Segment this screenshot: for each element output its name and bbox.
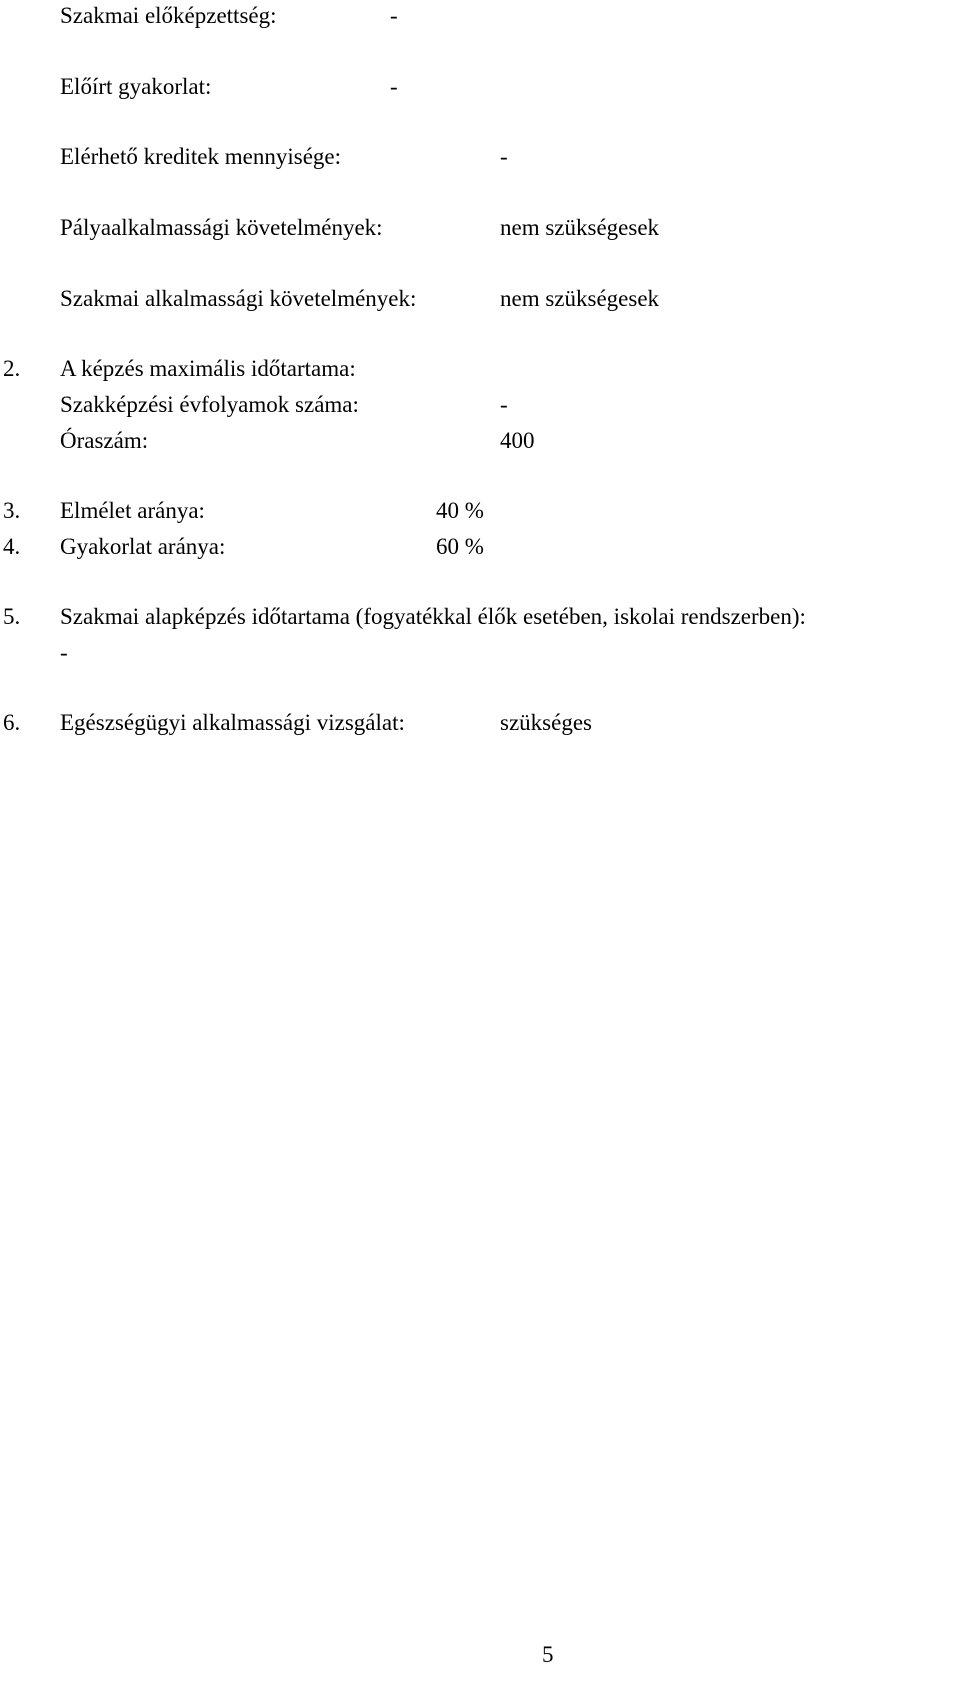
vocational-years-value: - [500,392,508,417]
item-6-value: szükséges [500,710,592,735]
required-practice-value: - [390,74,398,99]
vocational-years-label: Szakképzési évfolyamok száma: [60,392,359,417]
item-5-label: Szakmai alapképzés időtartama (fogyatékkal élők esetében, iskolai rendszerben): [60,604,806,629]
prerequisite-label: Szakmai előképzettség: [60,3,277,28]
item-4-number: 4. [3,534,21,559]
item-6-label: Egészségügyi alkalmassági vizsgálat: [60,710,405,735]
career-aptitude-label: Pályaalkalmassági követelmények: [60,215,383,240]
item-6-number: 6. [3,710,21,735]
item-5-value: - [60,640,68,665]
hours-label: Óraszám: [60,428,149,453]
hours-value: 400 [500,428,535,453]
item-4-label: Gyakorlat aránya: [60,534,226,559]
page-number: 5 [542,1642,554,1667]
item-3-number: 3. [3,498,21,523]
item-3-value: 40 % [436,498,484,523]
item-4-value: 60 % [436,534,484,559]
professional-aptitude-label: Szakmai alkalmassági követelmények: [60,286,417,311]
career-aptitude-value: nem szükségesek [500,215,660,240]
item-2-label: A képzés maximális időtartama: [60,356,356,381]
prerequisite-value: - [390,3,398,28]
item-2-number: 2. [3,356,21,381]
item-3-label: Elmélet aránya: [60,498,205,523]
professional-aptitude-value: nem szükségesek [500,286,660,311]
item-5-number: 5. [3,604,21,629]
credits-value: - [500,144,508,169]
credits-label: Elérhető kreditek mennyisége: [60,144,342,169]
required-practice-label: Előírt gyakorlat: [60,74,212,99]
